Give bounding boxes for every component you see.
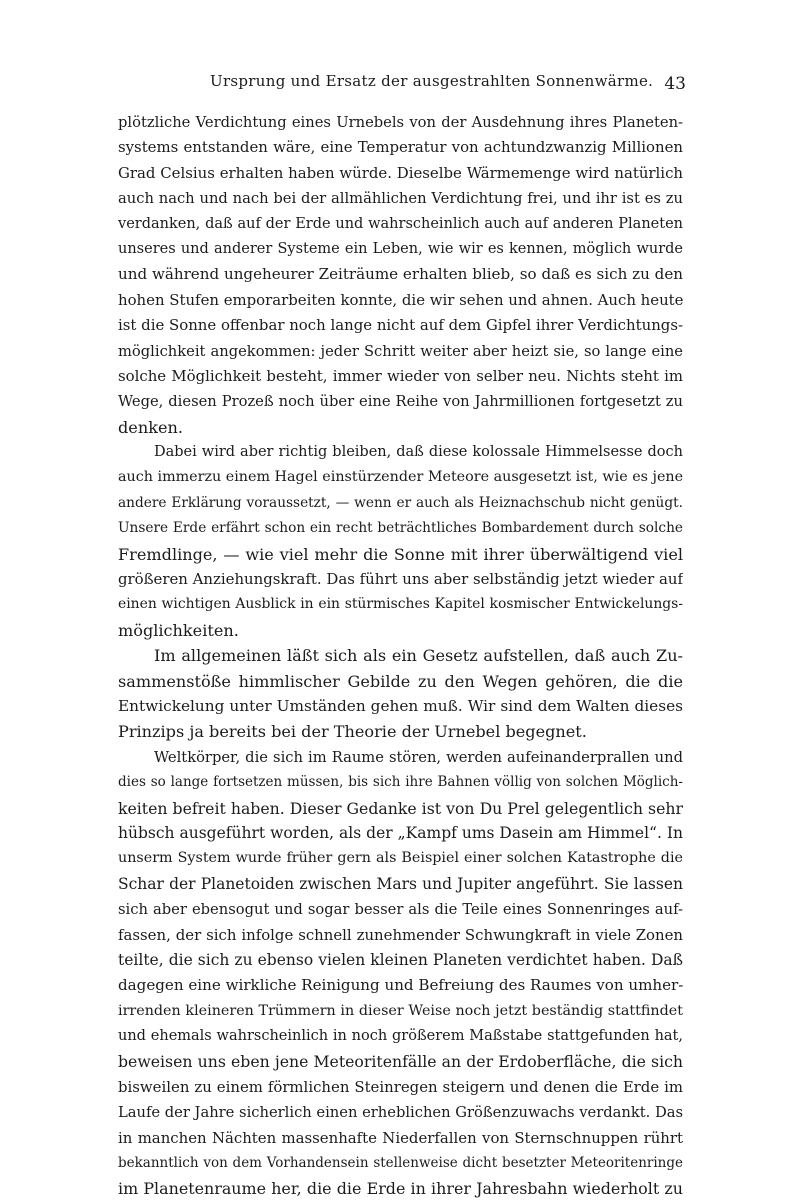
- text-line: größeren Anziehungskraft. Das führt uns aber selbständig jetzt wieder auf: [118, 570, 683, 589]
- text-line: bisweilen zu einem förmlichen Steinregen steigern und denen die Erde im: [118, 1077, 683, 1096]
- text-line: bekanntlich von dem Vorhandensein stellenweise dicht besetzter Meteoritenringe: [118, 1155, 683, 1172]
- text-line: unseres und anderer Systeme ein Leben, wie wir es kennen, möglich wurde: [118, 240, 683, 257]
- text-line: möglichkeit angekommen: jeder Schritt weiter aber heizt sie, so lange eine: [118, 342, 683, 360]
- text-line: Dabei wird aber richtig bleiben, daß diese kolossale Himmelsesse doch: [154, 444, 683, 461]
- text-line: auch immerzu einem Hagel einstürzender Meteore ausgesetzt ist, wie es jene: [118, 469, 683, 486]
- text-line: keiten befreit haben. Dieser Gedanke ist von Du Prel gelegentlich sehr: [118, 798, 683, 818]
- text-line: sammenstöße himmlischer Gebilde zu den Wegen gehören, die die: [118, 671, 683, 691]
- text-line: denken.: [118, 417, 183, 437]
- text-line: Im allgemeinen läßt sich als ein Gesetz aufstellen, daß auch Zu-: [154, 646, 683, 666]
- text-line: hohen Stufen emporarbeiten konnte, die wir sehen und ahnen. Auch heute: [118, 290, 683, 309]
- text-line: systems entstanden wäre, eine Temperatur von achtundzwanzig Millionen: [118, 138, 683, 157]
- text-line: Prinzips ja bereits bei der Theorie der Urnebel begegnet.: [118, 722, 587, 742]
- text-line: verdanken, daß auf der Erde und wahrscheinlich auch auf anderen Planeten: [118, 215, 683, 232]
- text-line: Wege, diesen Prozeß noch über eine Reihe von Jahrmillionen fortgesetzt zu: [118, 393, 683, 411]
- text-line: ist die Sonne offenbar noch lange nicht auf dem Gipfel ihrer Verdichtungs-: [118, 316, 683, 335]
- text-line: Fremdlinge, — wie viel mehr die Sonne mit ihrer überwältigend viel: [118, 544, 683, 564]
- text-line: in manchen Nächten massenhafte Niederfallen von Sternschnuppen rührt: [118, 1128, 683, 1147]
- text-line: einen wichtigen Ausblick in ein stürmisches Kapitel kosmischer Entwickelungs-: [118, 596, 683, 613]
- running-title: Ursprung und Ersatz der ausgestrahlten Sonnenwärme.: [210, 72, 654, 90]
- text-line: beweisen uns eben jene Meteoritenfälle an der Erdoberfläche, die sich: [118, 1052, 683, 1072]
- text-line: Weltkörper, die sich im Raume stören, werden aufeinanderprallen und: [154, 748, 683, 766]
- body-text: [118, 110, 683, 1202]
- text-line: im Planetenraume her, die die Erde in ihrer Jahresbahn wiederholt zu: [118, 1179, 683, 1199]
- text-line: andere Erklärung voraussetzt, — wenn er auch als Heiznachschub nicht genügt.: [118, 494, 683, 511]
- text-line: Unsere Erde erfährt schon ein recht beträchtliches Bombardement durch solche: [118, 520, 683, 537]
- text-line: Schar der Planetoiden zwischen Mars und Jupiter angeführt. Sie lassen: [118, 874, 683, 893]
- text-line: plötzliche Verdichtung eines Urnebels von der Ausdehnung ihres Planeten-: [118, 114, 683, 131]
- text-line: fassen, der sich infolge schnell zunehmender Schwungkraft in viele Zonen: [118, 925, 683, 944]
- text-line: auch nach und nach bei der allmählichen Verdichtung frei, und ihr ist es zu: [118, 190, 683, 208]
- text-line: dagegen eine wirkliche Reinigung und Befreiung des Raumes von umher-: [118, 976, 683, 995]
- text-line: Laufe der Jahre sicherlich einen erheblichen Größenzuwachs verdankt. Das: [118, 1104, 683, 1122]
- text-line: irrenden kleineren Trümmern in dieser Weise noch jetzt beständig stattfindet: [118, 1002, 683, 1019]
- text-line: teilte, die sich zu ebenso vielen kleinen Planeten verdichtet haben. Daß: [118, 950, 683, 969]
- text-line: Entwickelung unter Umständen gehen muß. Wir sind dem Walten dieses: [118, 696, 683, 715]
- text-line: dies so lange fortsetzen müssen, bis sich ihre Bahnen völlig von solchen Möglich-: [118, 774, 683, 791]
- text-line: Grad Celsius erhalten haben würde. Dieselbe Wärmemenge wird natürlich: [118, 163, 683, 182]
- text-line: unserm System wurde früher gern als Beispiel einer solchen Katastrophe die: [118, 850, 683, 867]
- text-line: sich aber ebensogut und sogar besser als die Teile eines Sonnenringes auf-: [118, 901, 683, 919]
- text-line: und während ungeheurer Zeiträume erhalten blieb, so daß es sich zu den: [118, 265, 683, 284]
- page-number: 43: [664, 74, 686, 94]
- text-line: solche Möglichkeit besteht, immer wieder von selber neu. Nichts steht im: [118, 366, 683, 385]
- text-line: möglichkeiten.: [118, 620, 239, 640]
- text-line: hübsch ausgeführt worden, als der „Kampf ums Dasein am Himmel“. In: [118, 823, 683, 842]
- text-line: und ehemals wahrscheinlich in noch größerem Maßstabe stattgefunden hat,: [118, 1028, 683, 1045]
